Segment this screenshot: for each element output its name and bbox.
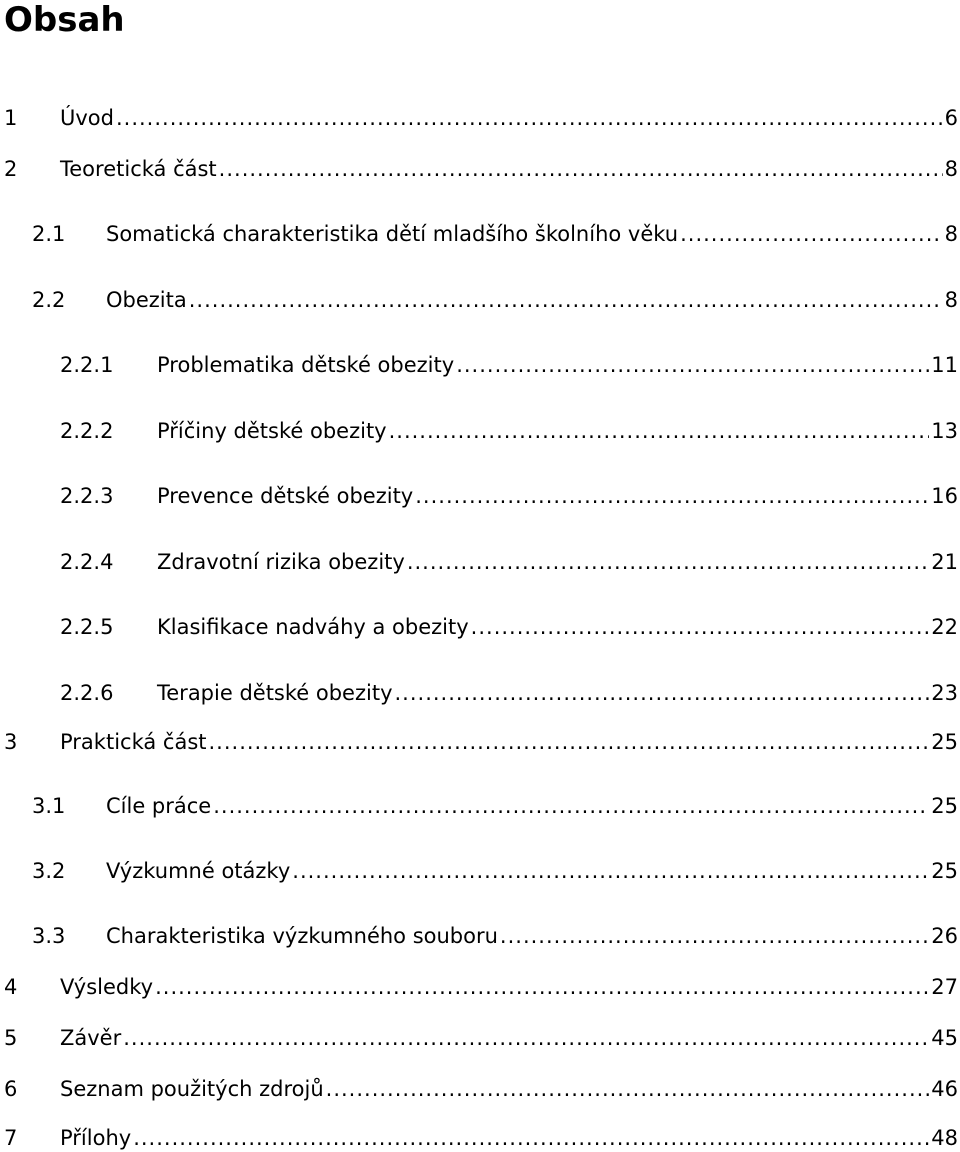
dot-leader — [209, 728, 930, 756]
toc-entry[interactable] — [0, 280, 960, 314]
dot-leader — [471, 613, 930, 641]
toc-number: 4 — [4, 975, 18, 999]
toc-label: Úvod — [60, 106, 114, 130]
toc-page-number: 21 — [931, 550, 958, 574]
toc-page-number: 22 — [931, 615, 958, 639]
toc-page-number: 25 — [931, 859, 958, 883]
toc-number: 2.2.6 — [60, 681, 114, 705]
toc-page-number: 45 — [931, 1026, 958, 1050]
dot-leader — [133, 1124, 929, 1152]
toc-label: Obezita — [106, 288, 187, 312]
toc-entry[interactable] — [0, 916, 960, 950]
toc-entry[interactable] — [0, 786, 960, 820]
dot-leader — [407, 548, 929, 576]
dot-leader — [292, 857, 929, 885]
toc-entry[interactable] — [0, 345, 960, 379]
toc-entry[interactable] — [0, 851, 960, 885]
toc-label: Somatická charakteristika dětí mladšího školního věku — [106, 222, 679, 246]
dot-leader — [389, 417, 930, 445]
toc-page-number: 25 — [931, 730, 958, 754]
toc-entry[interactable] — [0, 967, 960, 1001]
toc-number: 3.3 — [32, 924, 66, 948]
toc-entry[interactable] — [0, 673, 960, 707]
dot-leader — [155, 973, 929, 1001]
toc-entry[interactable] — [0, 476, 960, 510]
toc-page-number: 27 — [931, 975, 958, 999]
toc-page-number: 11 — [931, 353, 958, 377]
toc-label: Charakteristika výzkumného souboru — [106, 924, 498, 948]
toc-label: Přílohy — [60, 1126, 132, 1150]
toc-entry[interactable] — [0, 214, 960, 248]
toc-number: 7 — [4, 1126, 18, 1150]
toc-page-number: 8 — [944, 222, 958, 246]
toc-label: Praktická část — [60, 730, 207, 754]
toc-label: Výzkumné otázky — [106, 859, 291, 883]
toc-label: Seznam použitých zdrojů — [60, 1077, 324, 1101]
toc-entry[interactable] — [0, 607, 960, 641]
toc-number: 1 — [4, 106, 18, 130]
dot-leader — [456, 351, 929, 379]
toc-entry[interactable] — [0, 722, 960, 756]
toc-label: Závěr — [60, 1026, 122, 1050]
toc-number: 2.2.5 — [60, 615, 114, 639]
dot-leader — [123, 1024, 929, 1052]
toc-number: 6 — [4, 1077, 18, 1101]
toc-page-number: 13 — [931, 419, 958, 443]
toc-number: 3 — [4, 730, 18, 754]
toc-entry[interactable] — [0, 1018, 960, 1052]
toc-label: Zdravotní rizika obezity — [157, 550, 405, 574]
toc-entry[interactable] — [0, 411, 960, 445]
toc-page-number: 8 — [944, 288, 958, 312]
toc-number: 2.2.2 — [60, 419, 114, 443]
toc-number: 5 — [4, 1026, 18, 1050]
dot-leader — [213, 792, 929, 820]
dot-leader — [219, 155, 943, 183]
toc-entry[interactable] — [0, 1118, 960, 1152]
toc-number: 2.2.4 — [60, 550, 114, 574]
toc-label: Cíle práce — [106, 794, 212, 818]
dot-leader — [680, 220, 943, 248]
toc-number: 2 — [4, 157, 18, 181]
toc-page-number: 8 — [944, 157, 958, 181]
toc-page-number: 23 — [931, 681, 958, 705]
dot-leader — [326, 1075, 930, 1103]
toc-label: Klasifikace nadváhy a obezity — [157, 615, 469, 639]
dot-leader — [189, 286, 943, 314]
toc-label: Teoretická část — [60, 157, 217, 181]
toc-label: Terapie dětské obezity — [157, 681, 393, 705]
dot-leader — [500, 922, 929, 950]
dot-leader — [116, 104, 943, 132]
toc-label: Prevence dětské obezity — [157, 484, 414, 508]
toc-page-number: 48 — [931, 1126, 958, 1150]
dot-leader — [415, 482, 929, 510]
toc-entry[interactable] — [0, 149, 960, 183]
toc-page-number: 16 — [931, 484, 958, 508]
toc-number: 2.2.1 — [60, 353, 114, 377]
toc-number: 2.2.3 — [60, 484, 114, 508]
toc-page-number: 25 — [931, 794, 958, 818]
toc-number: 2.2 — [32, 288, 66, 312]
toc-number: 2.1 — [32, 222, 66, 246]
toc-number: 3.1 — [32, 794, 66, 818]
toc-entry[interactable] — [0, 542, 960, 576]
toc-page-number: 46 — [931, 1077, 958, 1101]
page-title: Obsah — [4, 0, 125, 40]
toc-label: Problematika dětské obezity — [157, 353, 455, 377]
dot-leader — [395, 679, 930, 707]
toc-number: 3.2 — [32, 859, 66, 883]
toc-entry[interactable] — [0, 1069, 960, 1103]
toc-page-number: 6 — [944, 106, 958, 130]
toc-label: Výsledky — [60, 975, 154, 999]
toc-entry[interactable] — [0, 98, 960, 132]
toc-label: Příčiny dětské obezity — [157, 419, 387, 443]
toc-page-number: 26 — [931, 924, 958, 948]
